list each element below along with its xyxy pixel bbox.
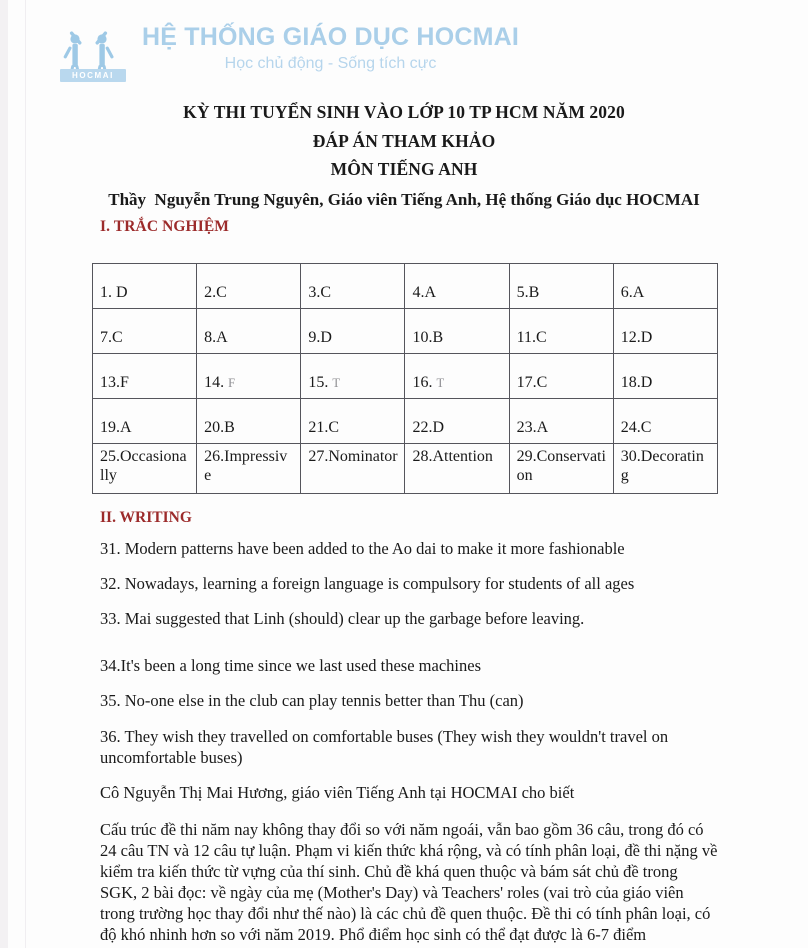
writing-item-35: 35. No-one else in the club can play tennis better than Thu (can) — [100, 691, 524, 711]
answer-cell — [301, 354, 405, 399]
answer-value: C — [328, 419, 339, 437]
answer-value: C — [112, 329, 123, 347]
answer-value: A — [632, 284, 645, 302]
answer-table-row — [93, 264, 718, 309]
answer-number: 5. — [516, 284, 529, 302]
answer-table-row — [93, 354, 718, 399]
answer-cell — [301, 444, 405, 494]
answer-number: 19. — [100, 419, 120, 437]
answer-cell — [301, 399, 405, 444]
logo-tagline: Học chủ động - Sống tích cực — [224, 54, 437, 72]
document-header — [0, 104, 808, 236]
exam-author-line: Thầy Nguyễn Trung Nguyên, Giáo viên Tiếng Anh, Hệ thống Giáo dục HOCMAI — [108, 189, 700, 209]
two-figures-house-icon — [56, 22, 132, 82]
answer-number: 1. — [100, 284, 116, 302]
answer-number: 8. — [204, 329, 217, 347]
answer-value: B — [224, 419, 235, 437]
answer-value: Conservation — [516, 448, 606, 484]
writing-item-31: 31. Modern patterns have been added to the Ao dai to make it more fashionable — [100, 539, 625, 558]
answer-number: 22. — [412, 419, 433, 437]
answer-value: Occasionally — [100, 448, 187, 484]
answer-cell — [405, 399, 509, 444]
answer-value: C — [536, 329, 547, 347]
answer-value: C — [320, 284, 331, 302]
answer-number: 24. — [620, 419, 641, 437]
answer-value: A — [216, 329, 228, 347]
answer-number: 27. — [308, 448, 329, 465]
answer-value: D — [640, 374, 653, 392]
answer-number: 6. — [620, 284, 633, 302]
answer-number: 18. — [620, 374, 641, 392]
answer-table-row — [93, 444, 718, 494]
answer-cell — [93, 264, 197, 309]
writing-item-33: 33. Mai suggested that Linh (should) clear up the garbage before leaving. — [100, 609, 585, 629]
answer-cell — [197, 354, 301, 399]
answer-number: 7. — [100, 329, 112, 347]
answer-number: 21. — [308, 419, 329, 437]
answer-value: C — [536, 374, 548, 392]
answer-number: 26. — [204, 448, 225, 465]
answer-value: B — [528, 284, 540, 302]
exam-title-line1: KỲ THI TUYỂN SINH VÀO LỚP 10 TP HCM NĂM 2020 — [183, 102, 625, 122]
answer-number: 2. — [204, 284, 217, 302]
answer-value: Decorating — [620, 448, 704, 484]
answer-cell — [613, 309, 717, 354]
answer-value: A — [424, 284, 437, 302]
answer-number: 28. — [412, 448, 433, 465]
answer-key-table — [92, 263, 718, 494]
answer-number: 3. — [308, 284, 321, 302]
writing-item-32: 32. Nowadays, learning a foreign language is compulsory for students of all ages — [100, 574, 635, 594]
section-heading-part2: II. WRITING — [100, 509, 192, 526]
logo-title: HỆ THỐNG GIÁO DỤC HOCMAI — [142, 23, 520, 51]
answer-cell — [613, 264, 717, 309]
answer-table-row — [93, 399, 718, 444]
answer-number: 14. — [204, 374, 229, 392]
answer-cell — [509, 309, 613, 354]
answer-cell — [93, 444, 197, 494]
answer-value: Nominator — [328, 448, 398, 465]
answer-cell — [613, 399, 717, 444]
answer-value: D — [640, 329, 653, 347]
answer-number: 10. — [412, 329, 433, 347]
answer-number: 29. — [516, 448, 537, 465]
answer-number: 23. — [516, 419, 537, 437]
answer-cell — [509, 399, 613, 444]
hocmai-logo — [56, 22, 519, 82]
answer-number: 4. — [412, 284, 425, 302]
answer-cell — [613, 354, 717, 399]
exam-title-line2: ĐÁP ÁN THAM KHẢO — [312, 130, 496, 151]
logo-badge-text: HOCMAI — [71, 71, 115, 80]
logo-badge — [60, 69, 126, 82]
answer-value: A — [120, 419, 132, 437]
answer-cell — [509, 444, 613, 494]
answer-cell — [197, 264, 301, 309]
answer-cell — [301, 309, 405, 354]
answer-value: C — [640, 419, 652, 437]
answer-value: T — [436, 376, 445, 391]
answer-value: B — [432, 329, 444, 347]
answer-number: 20. — [204, 419, 225, 437]
answer-cell — [93, 309, 197, 354]
answer-table-body — [93, 264, 718, 494]
answer-value: F — [228, 376, 236, 391]
answer-table-row — [93, 309, 718, 354]
answer-value: C — [216, 284, 227, 302]
answer-cell — [613, 444, 717, 494]
answer-number: 13. — [100, 374, 120, 392]
logo-wordmark — [142, 24, 519, 73]
writing-item-36: 36. They wish they travelled on comfortable buses (They wish they wouldn't travel on uncomfortable buses) — [100, 726, 669, 767]
answer-value: Attention — [432, 448, 493, 465]
analysis-byline: Cô Nguyễn Thị Mai Hương, giáo viên Tiếng Anh tại HOCMAI cho biết — [100, 782, 575, 802]
section-heading-part1: I. TRẮC NGHIỆM — [100, 217, 230, 235]
answer-cell — [93, 399, 197, 444]
answer-value: A — [536, 419, 549, 437]
answer-value: F — [120, 374, 129, 392]
answer-value: D — [432, 419, 445, 437]
answer-cell — [405, 309, 509, 354]
answer-cell — [405, 444, 509, 494]
answer-value: Impressive — [204, 448, 288, 484]
answer-cell — [509, 264, 613, 309]
answer-cell — [301, 264, 405, 309]
answer-number: 11. — [516, 329, 537, 347]
answer-number: 15. — [308, 374, 333, 392]
answer-cell — [509, 354, 613, 399]
answer-cell — [93, 354, 197, 399]
answer-cell — [197, 309, 301, 354]
answer-cell — [197, 444, 301, 494]
analysis-paragraph: Cấu trúc đề thi năm nay không thay đổi so với năm ngoái, vẫn bao gồm 36 câu, trong đó có 24 câu TN và 12 câu tự luận. Phạm vi kiến thức khá rộng, và có tính phân loại, đề thi nặng về kiểm tra kiến thức từ vựng của thí sinh. Chủ đề khá quen thuộc và bám sát chủ đề trong SGK, 2 bài đọc: về ngày của mẹ (Mother's Day) và Teachers' roles (vai trò của giáo viên trong trường học thay đổi như thế nào) là các chủ đề quen thuộc. Đề thi có tính phân loại, có độ khó nhinh hơn so với năm 2019. Phổ điểm học sinh có thể đạt được là 6-7 điểm — [100, 819, 718, 945]
writing-item-34: 34.It's been a long time since we last used these machines — [100, 656, 481, 676]
answer-number: 16. — [412, 374, 437, 392]
answer-cell — [405, 354, 509, 399]
answer-cell — [197, 399, 301, 444]
answer-number: 30. — [620, 448, 641, 465]
answer-value: D — [320, 329, 332, 347]
answer-number: 12. — [620, 329, 641, 347]
writing-body — [100, 538, 718, 948]
answer-cell — [405, 264, 509, 309]
answer-value: D — [116, 284, 128, 302]
answer-number: 25. — [100, 448, 120, 465]
exam-title-line3: MÔN TIẾNG ANH — [330, 159, 478, 179]
answer-value: T — [332, 376, 340, 391]
answer-number: 9. — [308, 329, 321, 347]
answer-number: 17. — [516, 374, 537, 392]
